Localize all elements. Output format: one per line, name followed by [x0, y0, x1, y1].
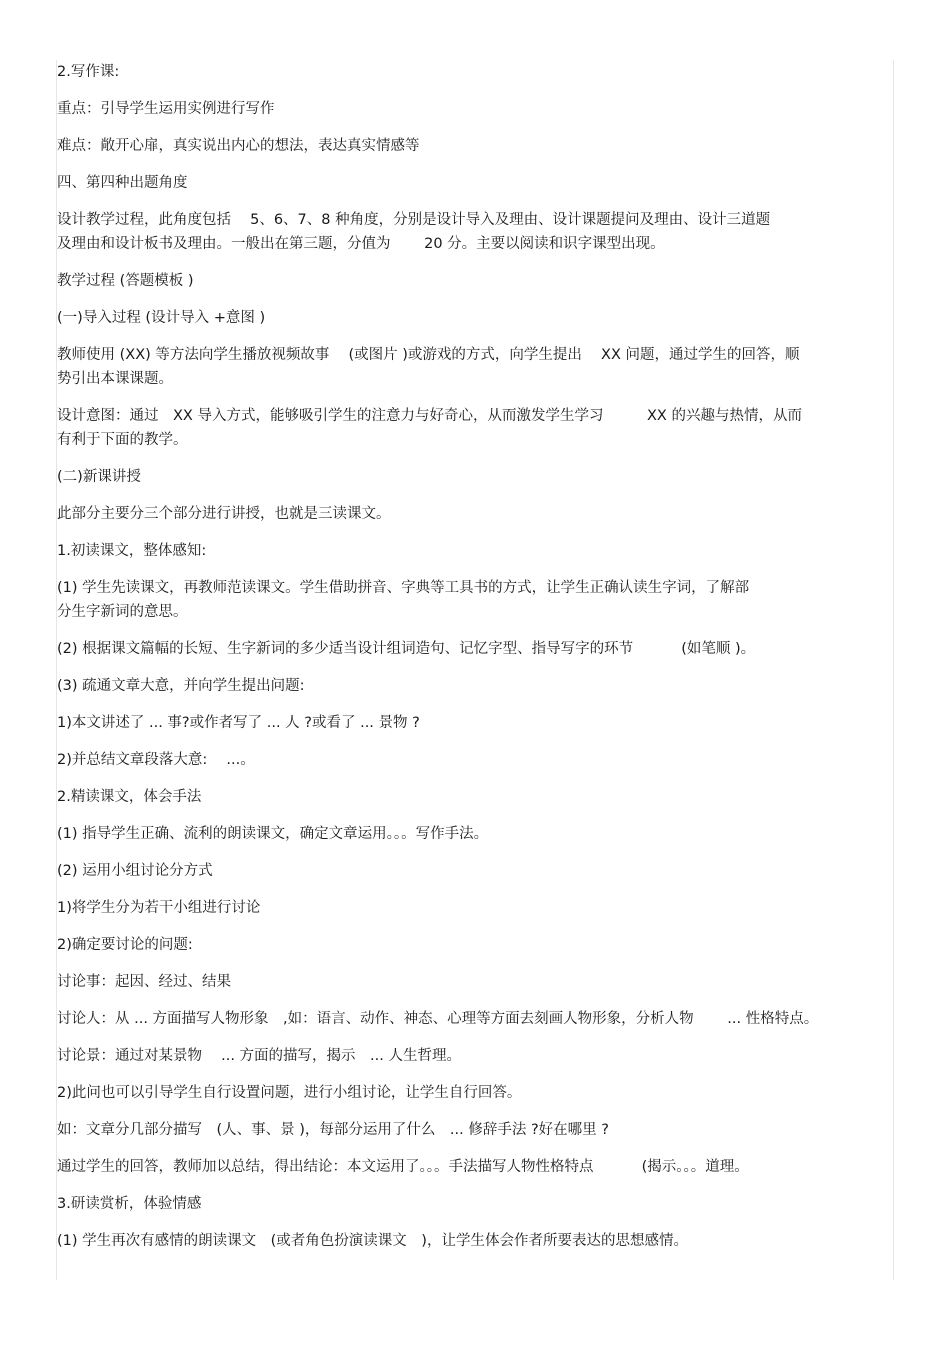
paragraph — [57, 97, 892, 121]
text-line: 有利于下面的教学。 — [57, 432, 188, 448]
text-line: 势引出本课课题。 — [57, 371, 173, 387]
text-line: 3.研读赏析，体验情感 — [57, 1196, 202, 1212]
paragraph — [57, 1155, 892, 1179]
text-line: (1) 学生再次有感情的朗读课文 (或者角色扮演读课文 )，让学生体会作者所要表达的思想感情。 — [57, 1233, 688, 1249]
text-line: 设计教学过程，此角度包括 5、6、7、8 种角度，分别是设计导入及理由、设计课题提问及理由、设计三道题 — [57, 212, 771, 228]
text-line: 1.初读课文，整体感知: — [57, 543, 207, 559]
text-line: 讨论人：从 ... 方面描写人物形象 ,如：语言、动作、神态、心理等方面去刻画人物形象，分析人物 ... 性格特点。 — [57, 1011, 819, 1027]
text-line: 2.精读课文，体会手法 — [57, 789, 202, 805]
paragraph — [57, 208, 892, 256]
paragraph — [57, 1118, 892, 1142]
paragraph — [57, 465, 892, 489]
paragraph — [57, 306, 892, 330]
paragraph — [57, 859, 892, 883]
paragraph — [57, 343, 892, 391]
paragraph — [57, 1229, 892, 1253]
text-line: 1)本文讲述了 ... 事?或作者写了 ... 人 ?或看了 ... 景物 ? — [57, 715, 420, 731]
paragraph — [57, 1192, 892, 1216]
text-line: (1) 学生先读课文，再教师范读课文。学生借助拼音、字典等工具书的方式，让学生正确认读生字词，了解部 — [57, 580, 750, 596]
paragraph — [57, 404, 892, 452]
right-margin-rule — [893, 60, 894, 1280]
paragraph — [57, 711, 892, 735]
text-line: 难点：敞开心扉，真实说出内心的想法，表达真实情感等 — [57, 138, 420, 154]
text-line: 通过学生的回答，教师加以总结，得出结论：本文运用了。。。手法描写人物性格特点 (揭示。。。道理。 — [57, 1159, 749, 1175]
text-line: 如：文章分几部分描写 (人、事、景 )，每部分运用了什么 ... 修辞手法 ?好在哪里 ? — [57, 1122, 609, 1138]
text-line: 此部分主要分三个部分进行讲授，也就是三读课文。 — [57, 506, 391, 522]
text-line: (1) 指导学生正确、流利的朗读课文，确定文章运用。。。写作手法。 — [57, 826, 489, 842]
paragraph — [57, 933, 892, 957]
text-line: 教师使用 (XX) 等方法向学生播放视频故事 (或图片 )或游戏的方式，向学生提出 XX 问题，通过学生的回答，顺 — [57, 347, 800, 363]
text-line: 分生字新词的意思。 — [57, 604, 188, 620]
paragraph — [57, 539, 892, 563]
text-line: (2) 运用小组讨论分方式 — [57, 863, 213, 879]
text-line: 讨论事：起因、经过、结果 — [57, 974, 231, 990]
paragraph — [57, 576, 892, 624]
paragraph — [57, 60, 892, 84]
paragraph — [57, 171, 892, 195]
paragraph — [57, 1007, 892, 1031]
text-line: (一)导入过程 (设计导入 +意图 ) — [57, 310, 266, 326]
paragraph — [57, 134, 892, 158]
text-line: 教学过程 (答题模板 ) — [57, 273, 194, 289]
paragraph — [57, 748, 892, 772]
text-line: 重点：引导学生运用实例进行写作 — [57, 101, 275, 117]
document-body — [57, 60, 892, 1266]
text-line: 四、第四种出题角度 — [57, 175, 188, 191]
text-line: 及理由和设计板书及理由。一般出在第三题，分值为 20 分。主要以阅读和识字课型出现。 — [57, 236, 665, 252]
paragraph — [57, 896, 892, 920]
text-line: (二)新课讲授 — [57, 469, 141, 485]
text-line: 2)并总结文章段落大意: ...。 — [57, 752, 255, 768]
text-line: (2) 根据课文篇幅的长短、生字新词的多少适当设计组词造句、记忆字型、指导写字的环节 (如笔顺 )。 — [57, 641, 756, 657]
text-line: 2.写作课: — [57, 64, 120, 80]
paragraph — [57, 785, 892, 809]
paragraph — [57, 637, 892, 661]
text-line: 讨论景：通过对某景物 ... 方面的描写，揭示 ... 人生哲理。 — [57, 1048, 461, 1064]
text-line: 设计意图：通过 XX 导入方式，能够吸引学生的注意力与好奇心，从而激发学生学习 XX 的兴趣与热情，从而 — [57, 408, 802, 424]
text-line: (3) 疏通文章大意，并向学生提出问题: — [57, 678, 305, 694]
paragraph — [57, 269, 892, 293]
paragraph — [57, 1081, 892, 1105]
paragraph — [57, 970, 892, 994]
paragraph — [57, 1044, 892, 1068]
text-line: 1)将学生分为若干小组进行讨论 — [57, 900, 261, 916]
text-line: 2)确定要讨论的问题: — [57, 937, 193, 953]
paragraph — [57, 822, 892, 846]
paragraph — [57, 674, 892, 698]
text-line: 2)此问也可以引导学生自行设置问题，进行小组讨论，让学生自行回答。 — [57, 1085, 522, 1101]
paragraph — [57, 502, 892, 526]
